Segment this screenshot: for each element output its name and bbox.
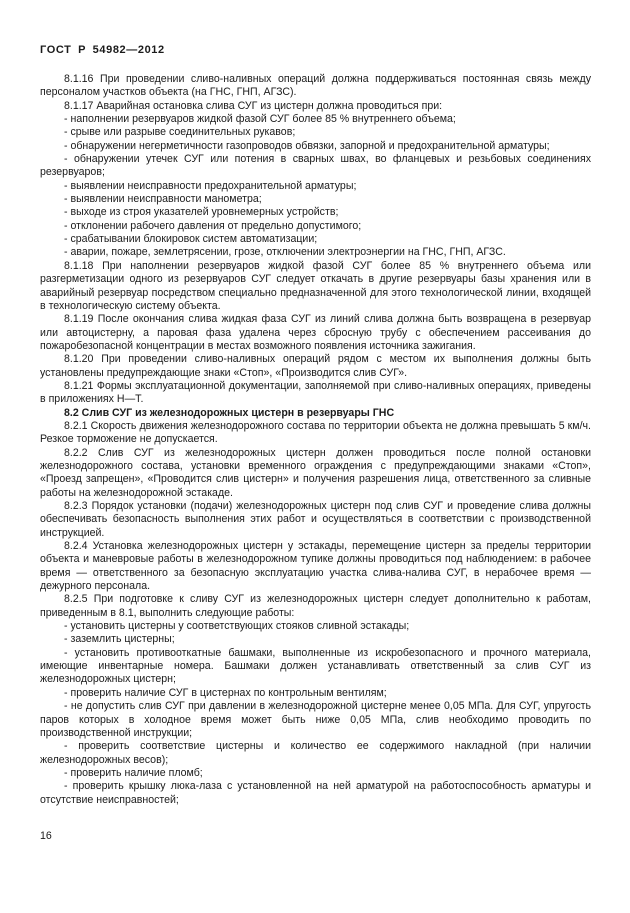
paragraph: - аварии, пожаре, землетрясении, грозе, отключении электроэнергии на ГНС, ГНП, АГЗС.	[64, 246, 506, 259]
paragraph: - срабатывании блокировок систем автоматизации;	[64, 233, 318, 246]
paragraph: 8.2.4 Установка железнодорожных цистерн у эстакады, перемещение цистерн за пределы территории объекта и маневровые работы в железнодорожном тупике должны проводиться под наблюдением: в рабочее время — ответственного за безопасную эксплуатацию участка слива-налива СУГ, в нерабочее время — дежурного персонала.	[40, 540, 591, 593]
paragraph: - выходе из строя указателей уровнемерных устройств;	[64, 206, 339, 219]
paragraph: - заземлить цистерны;	[64, 633, 175, 646]
paragraph: 8.1.17 Аварийная остановка слива СУГ из цистерн должна проводиться при:	[64, 99, 443, 112]
paragraph: - отклонении рабочего давления от предельно допустимого;	[64, 219, 362, 232]
page-number: 16	[40, 830, 52, 842]
paragraph: 8.2.2 Слив СУГ из железнодорожных цистерн должен проводиться после полной остановки железнодорожного состава, установки временного ограждения с предупреждающими знаками «Стоп», «Проезд запрещен», «Проводится слив цистерн» и получения разрешения лица, ответственного за сливные работы на железнодорожной эстакаде.	[40, 446, 591, 499]
paragraph: 8.1.21 Формы эксплуатационной документации, заполняемой при сливо-наливных операциях, приведены в приложениях Н—Т.	[40, 379, 591, 406]
paragraph: - проверить наличие пломб;	[64, 766, 203, 779]
paragraph: - не допустить слив СУГ при давлении в железнодорожной цистерне менее 0,05 МПа. Для СУГ, упругость паров которых в холодное время может быть ниже 0,05 МПа, слив необходимо проводить по производственной инструкции;	[40, 700, 591, 739]
paragraph: 8.1.18 При наполнении резервуаров жидкой фазой СУГ более 85 % внутреннего объема или разгерметизации одного из резервуаров СУГ следует откачать в другие резервуары базы хранения или в аварийный резервуар посредством специально предназначенной для этого технологической линии, входящей в технологическую систему объекта.	[40, 259, 591, 312]
paragraph: - проверить соответствие цистерны и количество ее содержимого накладной (при наличии железнодорожных весов);	[40, 740, 591, 766]
paragraph: - срыве или разрыве соединительных рукавов;	[64, 126, 296, 139]
paragraph: - обнаружении утечек СУГ или потения в сварных швах, во фланцевых и резьбовых соединениях резервуаров;	[40, 153, 591, 179]
paragraph: 8.1.20 При проведении сливо-наливных операций рядом с местом их выполнения должны быть установлены предупреждающие знаки «Стоп», «Производится слив СУГ».	[40, 353, 591, 379]
document-body	[40, 73, 591, 807]
paragraph: 8.2.1 Скорость движения железнодорожного состава по территории объекта не должна превышать 5 км/ч. Резкое торможение не допускается.	[40, 419, 591, 446]
paragraph: - выявлении неисправности манометра;	[64, 193, 262, 206]
paragraph: - наполнении резервуаров жидкой фазой СУГ более 85 % внутреннего объема;	[64, 113, 456, 126]
paragraph: - проверить наличие СУГ в цистернах по контрольным вентилям;	[64, 686, 387, 699]
paragraph: - обнаружении негерметичности газопроводов обвязки, запорной и предохранительной арматуры;	[64, 139, 550, 152]
paragraph: - установить противооткатные башмаки, выполненные из искробезопасного и прочного материала, имеющие инвентарные номера. Башмаки должен устанавливать ответственный за слив СУГ из железнодорожных цистерн;	[40, 646, 591, 686]
standard-designation-header: ГОСТ Р 54982—2012	[40, 44, 165, 56]
section-heading: 8.2 Слив СУГ из железнодорожных цистерн в резервуары ГНС	[64, 406, 395, 419]
paragraph: - проверить крышку люка-лаза с установленной на ней арматурой на работоспособность арматуры и отсутствие неисправностей;	[40, 780, 591, 806]
paragraph: 8.1.16 При проведении сливо-наливных операций должна поддерживаться постоянная связь между персоналом участков объекта (на ГНС, ГНП, АГЗС).	[40, 73, 591, 99]
paragraph: 8.2.5 При подготовке к сливу СУГ из железнодорожных цистерн следует дополнительно к работам, приведенным в 8.1, выполнить следующие работы:	[40, 593, 591, 619]
paragraph: - выявлении неисправности предохранительной арматуры;	[64, 179, 357, 192]
paragraph: 8.1.19 После окончания слива жидкая фаза СУГ из линий слива должна быть возвращена в резервуар или автоцистерну, а паровая фаза удалена через сбросную трубу с обеспечением рассеивания до пожаробезопасной концентрации в местах возможного появления источника зажигания.	[40, 313, 591, 352]
paragraph: - установить цистерны у соответствующих стояков сливной эстакады;	[64, 620, 410, 633]
paragraph: 8.2.3 Порядок установки (подачи) железнодорожных цистерн под слив СУГ и проведение слива должны обеспечивать безопасность выполнения этих работ и осуществляться в соответствии с производственной инструкцией.	[40, 500, 591, 539]
